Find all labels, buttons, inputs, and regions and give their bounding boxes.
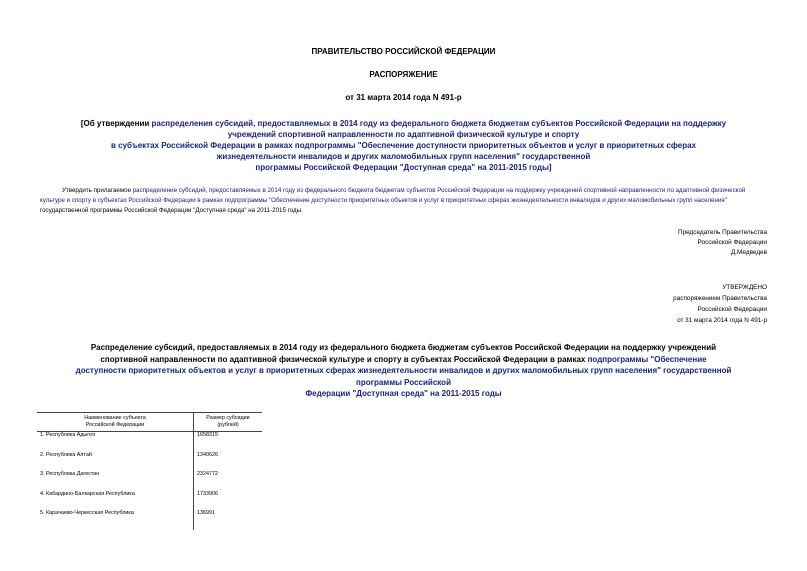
- table-row: [37, 471, 262, 491]
- signature-name: Д.Медведев: [730, 249, 767, 256]
- decree-title-line4[interactable]: жизнедеятельности инвалидов и других маломобильных групп населения" государственной: [216, 152, 591, 161]
- column-header-subject-line2: Российской Федерации: [85, 422, 145, 428]
- decree-title-prefix: [Об утверждении: [80, 119, 152, 128]
- column-header-amount-line2: (рублей): [217, 422, 239, 428]
- row-amount: 1658315: [197, 432, 218, 438]
- row-amount: 2324772: [197, 471, 218, 477]
- decree-title-link[interactable]: распределения субсидий, предоставляемых в 2014 году из федерального бюджета бюджетам субъектов Российской Федерации на поддержку: [151, 119, 727, 128]
- subsidy-table: [37, 412, 262, 530]
- row-amount: 136991: [197, 510, 215, 516]
- signature-organization: Российской Федерации: [697, 239, 767, 246]
- decree-title-line2[interactable]: учреждений спортивной направленности по адаптивной физической культуре и спорту: [227, 130, 580, 139]
- approval-block: [673, 282, 767, 326]
- signature-block: [678, 228, 767, 258]
- column-header-subject-line1: Наименование субъекта: [84, 415, 146, 421]
- table-row: [37, 491, 262, 511]
- body-text-link[interactable]: распределение субсидий, предоставляемых в 2014 году из федерального бюджета бюджетам субъектов Российской Федерации на поддержку учреждений спортивной направленности по адаптивной физической культуре и спорту в субъектах Российской Федерации в рамках подпрограммы "Обеспечение доступности приоритетных объектов и услуг в приоритетных сферах жизнедеятельности инвалидов и других маломобильных групп населения": [40, 187, 746, 204]
- row-subject: 4. Кабардино-Балкарская Республика: [37, 491, 194, 511]
- approval-title: УТВЕРЖДЕНО: [722, 284, 767, 291]
- approval-line4: от 31 марта 2014 года N 491-р: [677, 317, 767, 324]
- document-date-number: от 31 марта 2014 года N 491-р: [345, 93, 462, 102]
- row-subject: 5. Карачаево-Черкесская Республика: [37, 510, 194, 530]
- row-subject: 2. Республика Алтай: [37, 452, 194, 472]
- distribution-title-line1: Распределение субсидий, предоставляемых в 2014 году из федерального бюджета бюджетам субъектов Российской Федерации на поддержку учреждений: [90, 343, 717, 352]
- distribution-title-line5[interactable]: Федерации "Доступная среда" на 2011-2015 годы: [305, 389, 502, 398]
- body-text-end: государственной программы Российской Федерации "Доступная среда" на 2011-2015 годы.: [40, 207, 303, 214]
- table-row: [37, 432, 262, 452]
- row-subject: 1. Республика Адыгея: [37, 432, 194, 452]
- row-subject: 3. Республика Дагестан: [37, 471, 194, 491]
- distribution-title-line2: спортивной направленности по адаптивной физической культуре и спорту в субъектах Российской Федерации в рамках: [100, 354, 588, 364]
- distribution-title-line3[interactable]: доступности приоритетных объектов и услуг в приоритетных сферах жизнедеятельности инвалидов и других маломобильных групп населения" государственной: [75, 366, 732, 375]
- row-amount: 1340626: [197, 451, 218, 458]
- body-text-intro: Утвердить прилагаемое: [62, 187, 133, 194]
- row-amount: 1733906: [197, 490, 218, 497]
- distribution-title-line4[interactable]: программы Российской: [356, 377, 451, 387]
- document-type-heading: РАСПОРЯЖЕНИЕ: [369, 70, 438, 79]
- government-heading: ПРАВИТЕЛЬСТВО РОССИЙСКОЙ ФЕДЕРАЦИИ: [311, 47, 496, 56]
- decree-title-line5[interactable]: программы Российской Федерации "Доступная среда" на 2011-2015 годы]: [255, 163, 552, 172]
- table-row: [37, 510, 262, 530]
- approval-line3: Российской Федерации: [697, 306, 767, 313]
- decree-title: [40, 118, 767, 173]
- column-header-amount-line1: Размер субсидии: [206, 415, 250, 421]
- column-header-amount: [194, 413, 263, 432]
- approval-line2: распоряжением Правительства: [673, 295, 767, 302]
- distribution-title-link[interactable]: подпрограммы "Обеспечение: [587, 354, 707, 364]
- signature-position: Председатель Правительства: [678, 229, 767, 236]
- decree-title-line3[interactable]: в субъектах Российской Федерации в рамках подпрограммы "Обеспечение доступности приоритетных объектов и услуг в приоритетных сферах: [111, 141, 696, 150]
- table-header-row: [37, 413, 262, 432]
- column-header-subject: [37, 413, 194, 432]
- distribution-title: [40, 342, 767, 400]
- table-row: [37, 452, 262, 472]
- decree-body-paragraph: [40, 186, 770, 216]
